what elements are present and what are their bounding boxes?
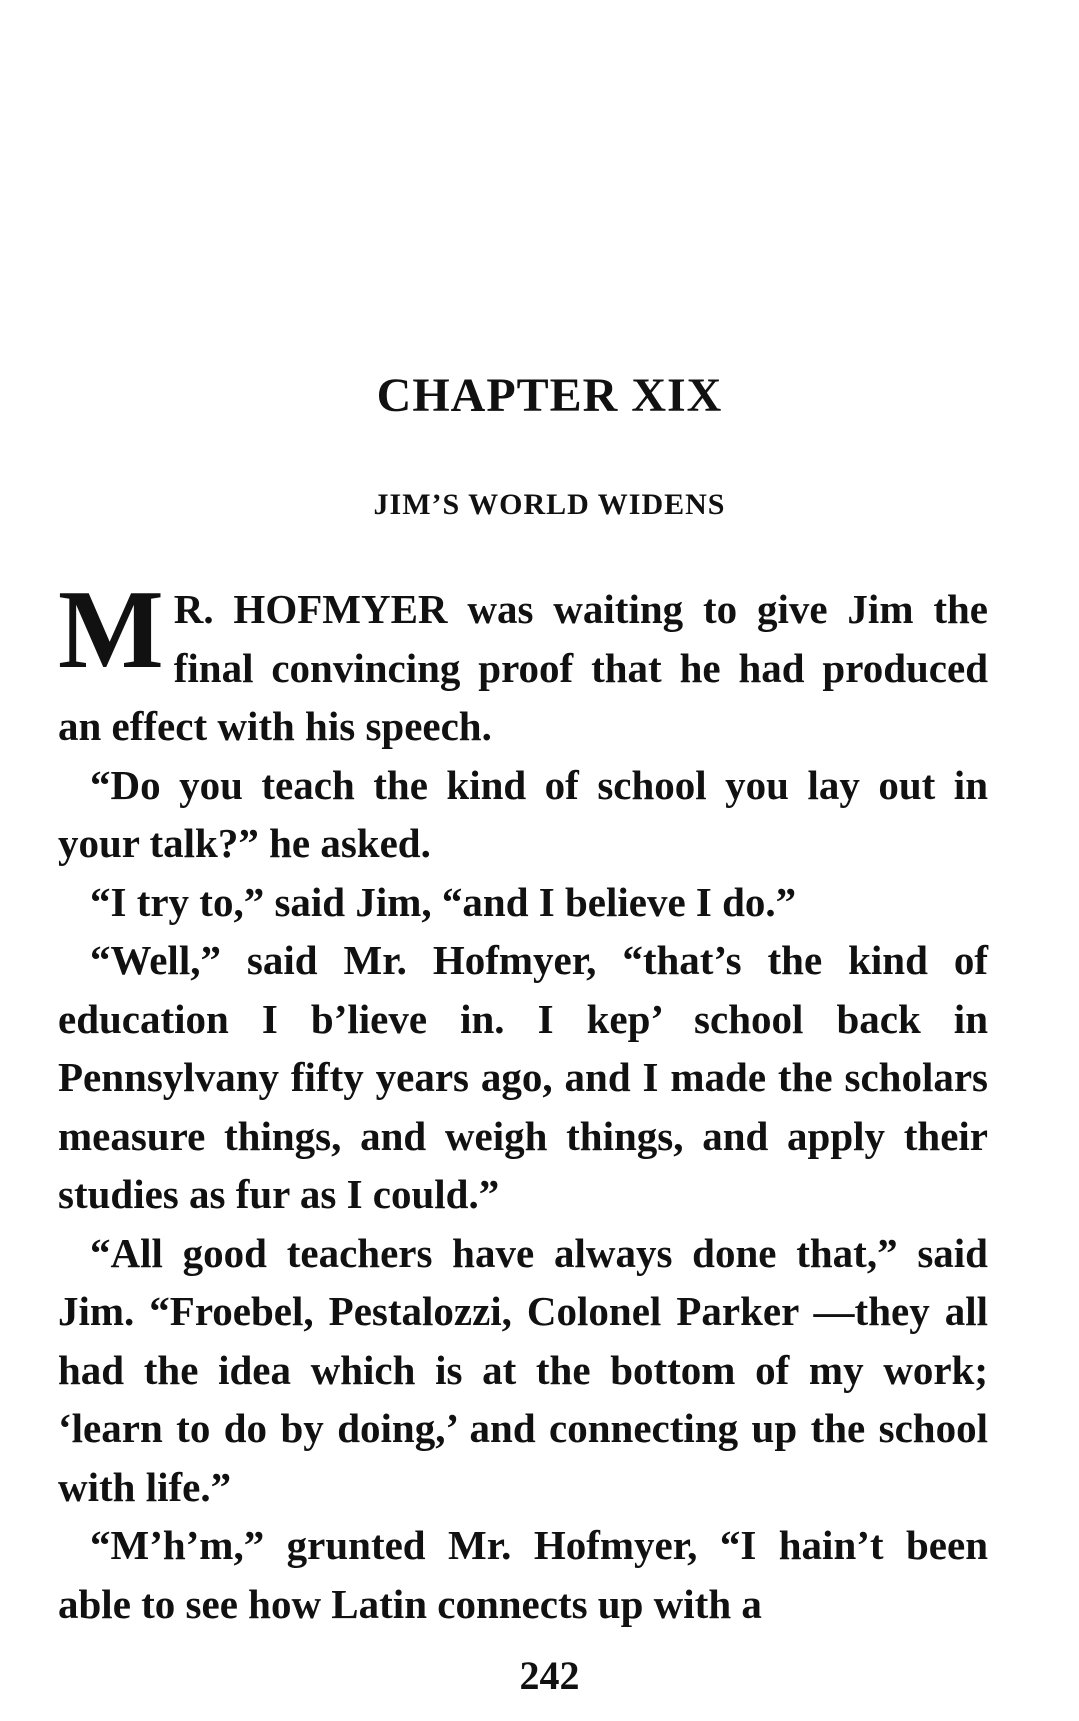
paragraph-3: “I try to,” said Jim, “and I believe I do.” xyxy=(90,878,797,925)
paragraph-5: “All good teachers have always done that,” said Jim. “Froebel, Pestalozzi, Colonel Parker —they all had the idea which is at the bottom of my work; ‘learn to do by doing,’ and connecting up the school with life.” xyxy=(58,1229,988,1510)
chapter-body xyxy=(58,568,988,1633)
chapter-subtitle: JIM’S WORLD WIDENS xyxy=(373,488,726,521)
drop-cap: M xyxy=(58,568,164,692)
chapter-title: CHAPTER XIX xyxy=(376,369,723,422)
paragraph-2: “Do you teach the kind of school you lay out in your talk?” he asked. xyxy=(58,761,988,866)
paragraph-4: “Well,” said Mr. Hofmyer, “that’s the kind of education I b’lieve in. I kep’ school back in Pennsylvany fifty years ago, and I made the scholars measure things, and weigh things, and apply their studies as fur as I could.” xyxy=(58,937,988,1217)
paragraph-1 xyxy=(58,568,988,756)
paragraph-1-text: R. HOFMYER was waiting to give Jim the final convincing proof that he had produced an effect with his speech. xyxy=(58,586,988,749)
paragraph-6: “M’h’m,” grunted Mr. Hofmyer, “I hain’t been able to see how Latin connects up with a xyxy=(58,1522,988,1627)
page-number: 242 xyxy=(519,1653,580,1698)
